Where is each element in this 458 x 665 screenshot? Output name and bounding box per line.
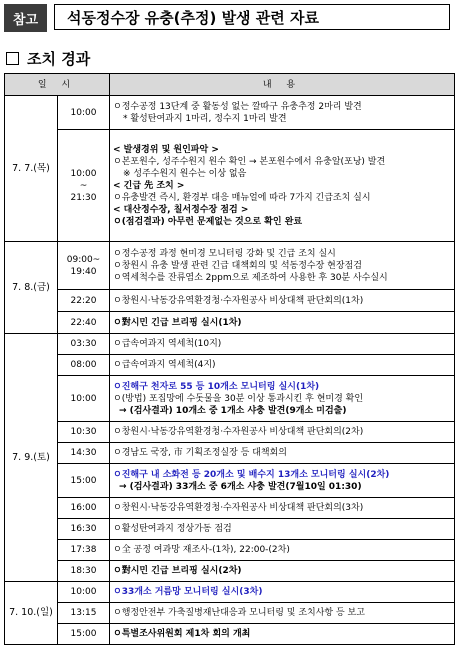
time-cell: 16:00 <box>58 498 110 519</box>
time-cell: 03:30 <box>58 334 110 355</box>
content-cell <box>110 242 455 290</box>
col-header-datetime: 일 시 <box>5 74 110 96</box>
table-row <box>5 290 455 312</box>
content-line: ㅇ(방법) 포집망에 수돗물을 30분 이상 통과시킨 후 현미경 확인 <box>113 393 364 404</box>
content-line: ㅇ진해구 내 소화전 등 20개소 및 배수지 13개소 모니터링 실시(2차) <box>113 469 390 480</box>
time-cell: 10:00 <box>58 582 110 603</box>
content-line: → (검사결과) 10개소 중 1개소 샤충 발견(9개소 미검출) <box>119 405 347 416</box>
content-cell <box>110 130 455 242</box>
time-cell: 22:40 <box>58 312 110 334</box>
date-cell: 7. 9.(토) <box>5 334 58 582</box>
content-cell: ㅇ행정안전부 가축질병재난대응과 모니터링 및 조치사항 등 보고 <box>110 603 455 624</box>
content-line: ㅇ진해구 천자로 55 등 10개소 모니터링 실시(1차) <box>113 381 320 392</box>
table-header-row <box>5 74 455 96</box>
content-cell <box>110 464 455 498</box>
content-cell: ㅇ경남도 국장, 市 기획조정실장 등 대책회의 <box>110 443 455 464</box>
table-row <box>5 464 455 498</box>
content-line: ㅇ본포원수, 성주수원지 원수 확인 → 본포원수에서 유충알(포낭) 발견 <box>113 156 386 167</box>
date-cell: 7. 10.(일) <box>5 582 58 645</box>
content-line: < 대산정수장, 칠서정수장 점검 > <box>113 204 249 215</box>
time-cell <box>58 130 110 242</box>
content-cell: ㅇ全 공정 여과망 재조사-(1차), 22:00-(2차) <box>110 540 455 561</box>
time-cell: 22:20 <box>58 290 110 312</box>
content-line: ㅇ정수공정 과정 현미경 모니터링 강화 및 긴급 조치 실시 <box>113 248 336 259</box>
time-cell: 10:30 <box>58 422 110 443</box>
time-cell: 15:00 <box>58 464 110 498</box>
content-line: ㅇ역세척수를 잔류염소 2ppm으로 제조하여 사용한 후 30분 사수실시 <box>113 272 388 283</box>
content-cell: ㅇ對시민 긴급 브리핑 실시(1차) <box>110 312 455 334</box>
checkbox-square-icon <box>6 52 19 65</box>
time-end: 19:40 <box>70 266 97 277</box>
table-row <box>5 540 455 561</box>
time-cell: 08:00 <box>58 355 110 376</box>
content-cell: ㅇ33개소 거름망 모니터링 실시(3차) <box>110 582 455 603</box>
time-cell: 14:30 <box>58 443 110 464</box>
time-cell <box>58 242 110 290</box>
content-line: ※ 성주수원지 원수는 이상 없음 <box>123 168 247 179</box>
content-line: * 활성탄여과지 1마리, 정수지 1마리 발견 <box>123 113 287 124</box>
content-cell <box>110 376 455 422</box>
report-title: 석동정수장 유충(추정) 발생 관련 자료 <box>54 4 450 30</box>
time-cell: 10:00 <box>58 376 110 422</box>
content-cell: ㅇ특별조사위원회 제1차 회의 개최 <box>110 624 455 645</box>
table-row <box>5 334 455 355</box>
reference-tag: 참고 <box>4 4 47 32</box>
table-row <box>5 603 455 624</box>
time-end: 21:30 <box>70 192 97 203</box>
table-row <box>5 422 455 443</box>
content-line: ㅇ정수공정 13단계 중 활동성 없는 깔따구 유충추정 2마리 발견 <box>113 101 362 112</box>
time-cell: 15:00 <box>58 624 110 645</box>
time-start: 09:00~ <box>66 254 101 265</box>
table-row <box>5 355 455 376</box>
content-line: ㅇ(점검결과) 아무런 문제없는 것으로 확인 완료 <box>113 216 303 227</box>
date-cell: 7. 7.(목) <box>5 96 58 242</box>
content-cell: ㅇ창원시·낙동강유역환경청·수자원공사 비상대책 판단회의(1차) <box>110 290 455 312</box>
time-cell: 18:30 <box>58 561 110 582</box>
report-header <box>4 4 452 32</box>
time-start: 10:00 <box>70 168 97 179</box>
content-line: ㅇ창원시 유충 발생 관련 긴급 대책회의 및 석동정수장 현장점검 <box>113 260 362 271</box>
content-cell: ㅇ창원시·낙동강유역환경청·수자원공사 비상대책 판단회의(3차) <box>110 498 455 519</box>
table-row <box>5 242 455 290</box>
time-cell: 17:38 <box>58 540 110 561</box>
content-cell: ㅇ급속여과지 역세척(10지) <box>110 334 455 355</box>
content-cell: ㅇ창원시·낙동강유역환경청·수자원공사 비상대책 판단회의(2차) <box>110 422 455 443</box>
content-line: → (검사결과) 33개소 중 6개소 샤충 발견(7월10일 01:30) <box>119 481 362 492</box>
time-cell: 10:00 <box>58 96 110 130</box>
action-timeline-table <box>4 73 455 645</box>
content-cell <box>110 96 455 130</box>
content-line: < 발생경위 및 원인파악 > <box>113 144 219 155</box>
time-cell: 16:30 <box>58 519 110 540</box>
col-header-content: 내 용 <box>110 74 455 96</box>
table-row <box>5 498 455 519</box>
section-title: 조치 경과 <box>27 50 91 68</box>
table-row <box>5 96 455 130</box>
table-row <box>5 561 455 582</box>
table-row <box>5 582 455 603</box>
time-cell: 13:15 <box>58 603 110 624</box>
table-row <box>5 130 455 242</box>
table-row <box>5 376 455 422</box>
section-heading <box>6 48 90 69</box>
date-cell: 7. 8.(금) <box>5 242 58 334</box>
time-sep: ~ <box>79 180 88 191</box>
content-line: ㅇ유충발견 즉시, 환경부 대응 매뉴얼에 따라 7가지 긴급조치 실시 <box>113 192 371 203</box>
table-row <box>5 624 455 645</box>
content-line: < 긴급 先 조치 > <box>113 180 185 191</box>
table-row <box>5 519 455 540</box>
table-row <box>5 312 455 334</box>
table-row <box>5 443 455 464</box>
content-cell: ㅇ활성탄여과지 정상가동 점검 <box>110 519 455 540</box>
content-cell: ㅇ對시민 긴급 브리핑 실시(2차) <box>110 561 455 582</box>
content-cell: ㅇ급속여과지 역세척(4지) <box>110 355 455 376</box>
